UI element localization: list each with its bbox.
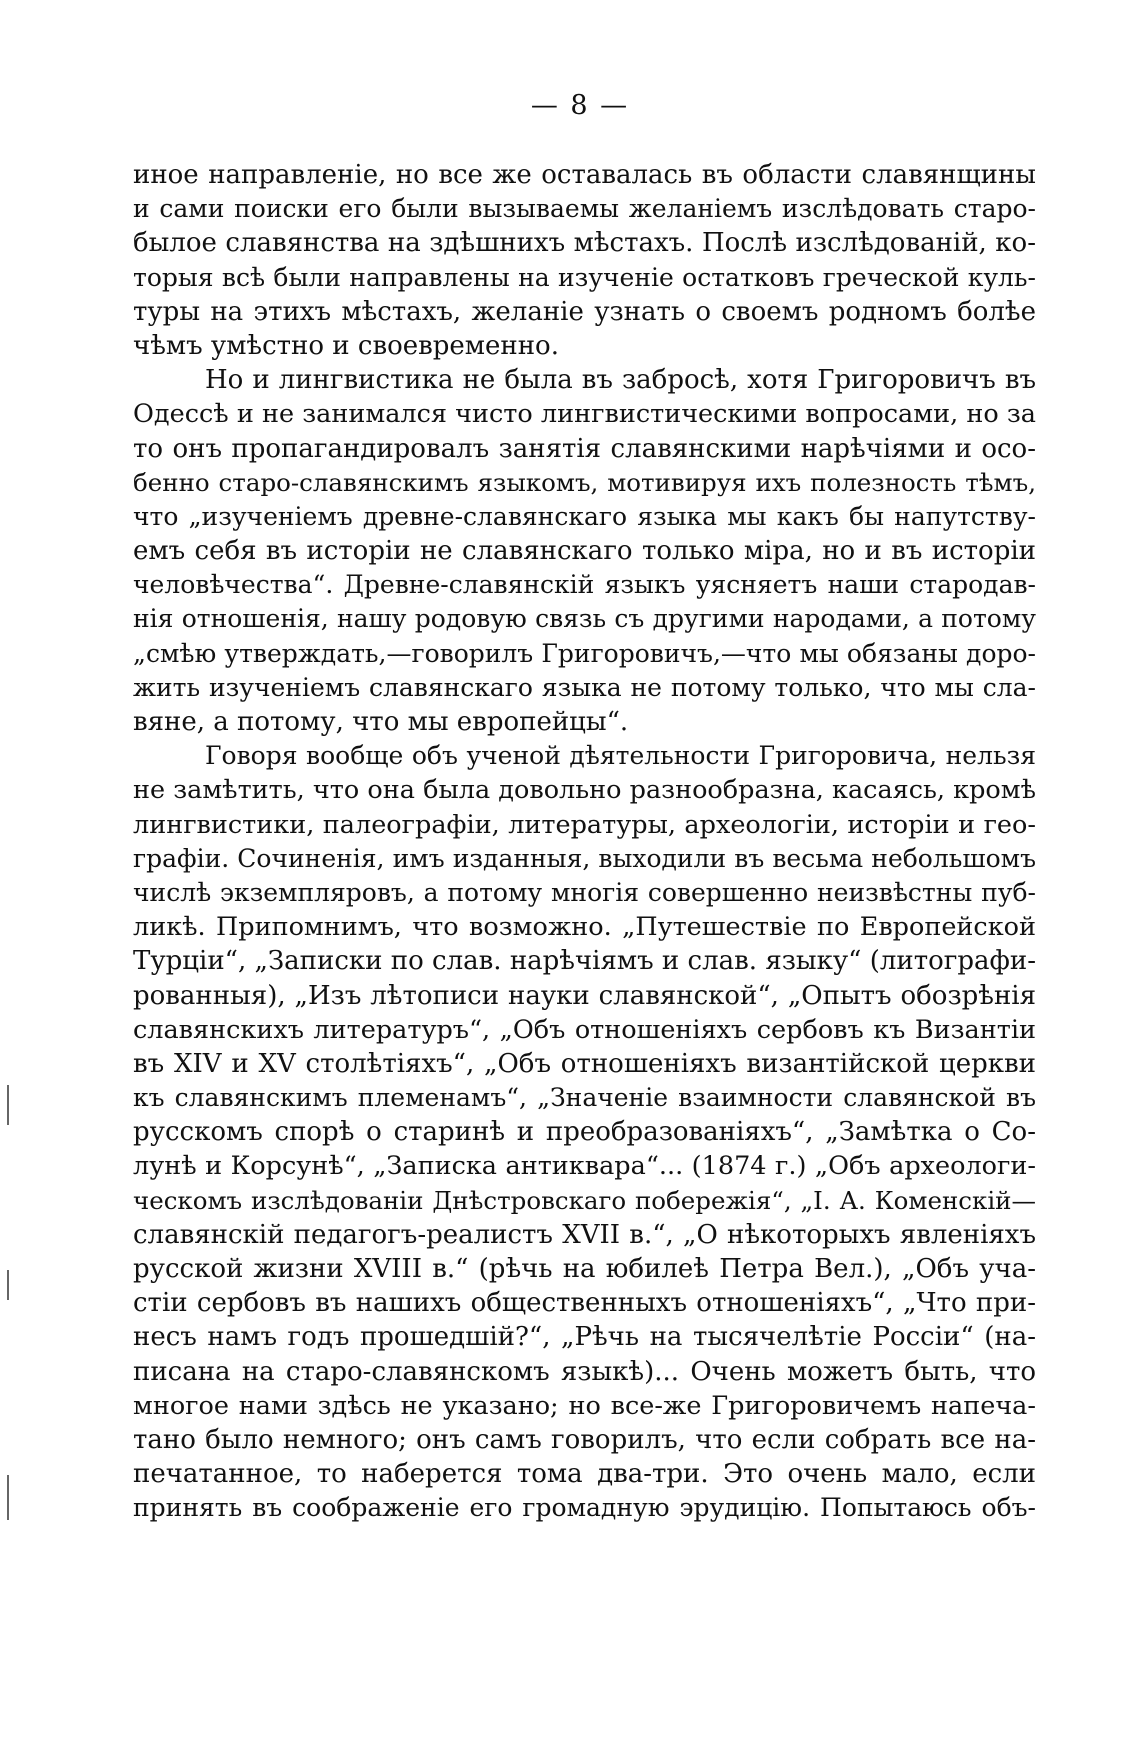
text-line: ческомъ изслѣдованіи Днѣстровскаго побережія“, „I. А. Коменскій—: [133, 1185, 1036, 1215]
text-line: вяне, а потому, что мы европейцы“.: [133, 707, 629, 737]
text-line: туры на этихъ мѣстахъ, желаніе узнать о своемъ родномъ болѣе: [133, 296, 1036, 327]
text-line: въ XIV и XV столѣтіяхъ“, „Объ отношеніяхъ византійской церкви: [133, 1048, 1036, 1079]
text-line: „смѣю утверждать,—говорилъ Григоровичъ,—что мы обязаны доро-: [133, 638, 1036, 668]
text-line: графіи. Сочиненія, имъ изданныя, выходили въ весьма небольшомъ: [133, 843, 1036, 873]
text-line: ликѣ. Припомнимъ, что возможно. „Путешествіе по Европейской: [133, 912, 1036, 943]
text-line: рованныя), „Изъ лѣтописи науки славянской“, „Опытъ обозрѣнія: [133, 980, 1036, 1011]
text-line: принять въ соображеніе его громадную эрудицію. Попытаюсь объ-: [133, 1493, 1036, 1523]
text-line: лингвистики, палеографіи, литературы, археологіи, исторіи и гео-: [133, 809, 1036, 840]
text-line: человѣчества“. Древне-славянскій языкъ уясняетъ наши стародав-: [133, 570, 1036, 600]
scan-margin-mark: [7, 1270, 9, 1300]
text-line: бенно старо-славянскимъ языкомъ, мотивируя ихъ полезность тѣмъ,: [133, 467, 1036, 497]
text-line: Но и лингвистика не была въ забросѣ, хотя Григоровичъ въ: [205, 365, 1036, 396]
text-line: жить изученіемъ славянскаго языка не потому только, что мы сла-: [133, 672, 1036, 702]
text-line: нія отношенія, нашу родовую связь съ другими народами, а потому: [133, 604, 1036, 634]
text-line: иное направленіе, но все же оставалась въ области славянщины: [133, 160, 1036, 190]
scan-margin-mark: [7, 1085, 9, 1125]
text-line: торыя всѣ были направлены на изученіе остатковъ греческой куль-: [133, 262, 1036, 292]
text-line: чѣмъ умѣстно и своевременно.: [133, 330, 559, 361]
text-line: что „изученіемъ древне-славянскаго языка мы какъ бы напутству-: [133, 501, 1036, 531]
text-line: тано было немного; онъ самъ говорилъ, что если собрать все на-: [133, 1424, 1036, 1455]
text-line: славянскихъ литературъ“, „Объ отношеніяхъ сербовъ къ Византіи: [133, 1014, 1036, 1045]
text-line: славянскій педагогъ-реалистъ XVII в.“, „О нѣкоторыхъ явленіяхъ: [133, 1219, 1036, 1250]
text-line: то онъ пропагандировалъ занятія славянскими нарѣчіями и осо-: [133, 433, 1036, 464]
page-number: — 8 —: [530, 90, 630, 121]
text-line: писана на старо-славянскомъ языкѣ)... Очень можетъ быть, что: [133, 1356, 1036, 1387]
scan-margin-mark: [7, 1475, 9, 1520]
text-line: русской жизни XVIII в.“ (рѣчь на юбилеѣ Петра Вел.), „Объ уча-: [133, 1254, 1036, 1284]
text-line: несъ намъ годъ прошедшій?“, „Рѣчь на тысячелѣтіе Россіи“ (на-: [133, 1322, 1036, 1353]
body-text: [133, 158, 1036, 1526]
text-line: лунѣ и Корсунѣ“, „Записка антиквара“... (1874 г.) „Объ археологи-: [133, 1151, 1036, 1182]
text-line: былое славянства на здѣшнихъ мѣстахъ. Послѣ изслѣдованій, ко-: [133, 228, 1036, 259]
text-line: не замѣтить, что она была довольно разнообразна, касаясь, кромѣ: [133, 775, 1036, 806]
text-line: Говоря вообще объ ученой дѣятельности Григоровича, нельзя: [205, 741, 1036, 771]
text-line: числѣ экземпляровъ, а потому многія совершенно неизвѣстны пуб-: [133, 877, 1036, 907]
text-line: и сами поиски его были вызываемы желаніемъ изслѣдовать старо-: [133, 194, 1036, 224]
text-line: многое нами здѣсь не указано; но все-же Григоровичемъ напеча-: [133, 1390, 1036, 1421]
text-line: стіи сербовъ въ нашихъ общественныхъ отношеніяхъ“, „Что при-: [133, 1288, 1036, 1319]
text-line: емъ себя въ исторіи не славянскаго только міра, но и въ исторіи: [133, 536, 1036, 567]
text-line: печатанное, то наберется тома два-три. Это очень мало, если: [133, 1459, 1036, 1490]
text-line: Одессѣ и не занимался чисто лингвистическими вопросами, но за: [133, 399, 1036, 430]
text-line: къ славянскимъ племенамъ“, „Значеніе взаимности славянской въ: [133, 1083, 1036, 1113]
text-line: Турціи“, „Записки по слав. нарѣчіямъ и слав. языку“ (литографи-: [133, 946, 1036, 977]
text-line: русскомъ спорѣ о старинѣ и преобразованіяхъ“, „Замѣтка о Со-: [133, 1117, 1036, 1148]
